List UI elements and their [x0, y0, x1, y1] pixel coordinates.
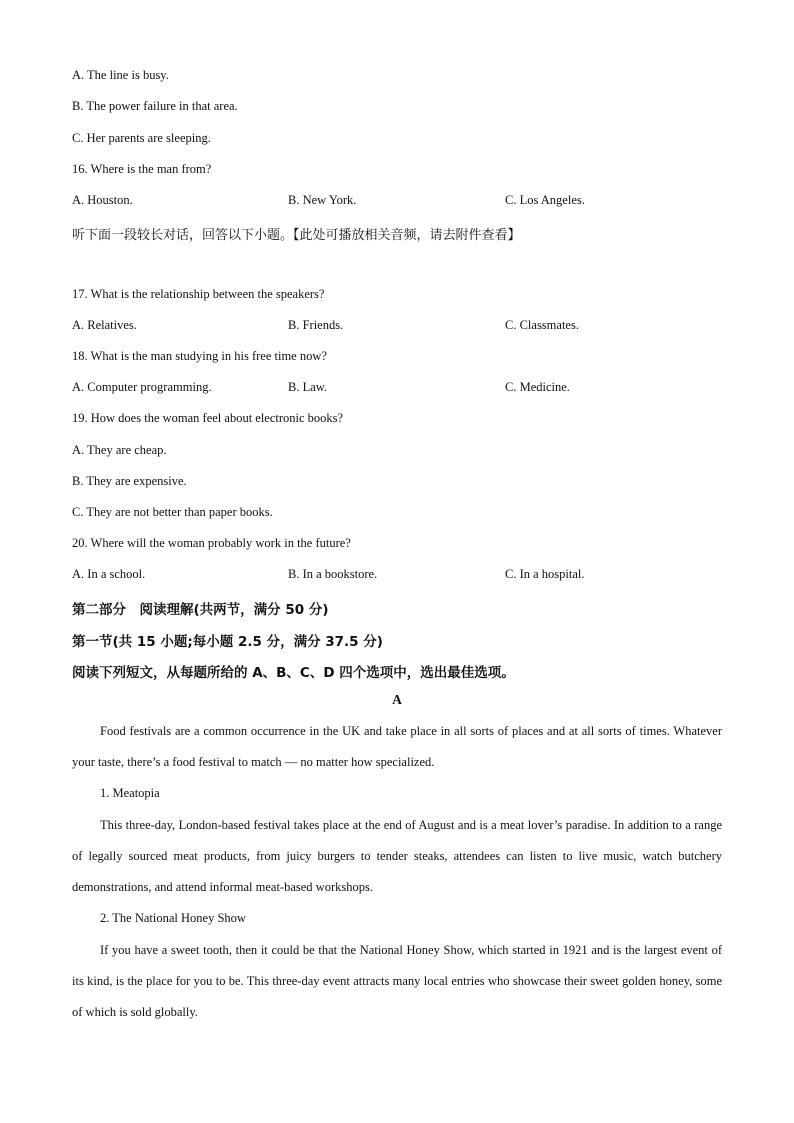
q17-question: 17. What is the relationship between the speakers?	[72, 287, 325, 301]
dialogue-instruction: 听下面一段较长对话，回答以下小题。【此处可播放相关音频，请去附件查看】	[72, 228, 521, 243]
q16-question: 16. Where is the man from?	[72, 162, 212, 176]
q18-option-b: B. Law.	[288, 380, 328, 394]
q15-option-b: B. The power failure in that area.	[72, 99, 238, 113]
item2-paragraph: If you have a sweet tooth, then it could be that the National Honey Show, which started in 1921 and is the largest event of its kind, is the place for you to be. This three-day event attracts many local entries who showcase their sweet golden honey, some of which is sold globally.	[72, 943, 722, 1020]
q18-option-c: C. Medicine.	[505, 380, 570, 394]
intro-paragraph: Food festivals are a common occurrence in the UK and take place in all sorts of places and at all sorts of times. Whatever your taste, there’s a food festival to match — no matter how specialized.	[72, 724, 722, 770]
q16-option-a: A. Houston.	[72, 193, 133, 207]
q19-question: 19. How does the woman feel about electronic books?	[72, 411, 344, 425]
q20-option-a: A. In a school.	[72, 567, 146, 581]
section1-heading: 第一节(共 15 小题;每小题 2.5 分，满分 37.5 分)	[72, 634, 383, 650]
q20-question: 20. Where will the woman probably work in the future?	[72, 536, 351, 550]
q19-option-b: B. They are expensive.	[72, 474, 187, 488]
q16-option-b: B. New York.	[288, 193, 357, 207]
q20-option-b: B. In a bookstore.	[288, 567, 378, 581]
item1-title: 1. Meatopia	[100, 786, 160, 800]
q19-option-a: A. They are cheap.	[72, 443, 167, 457]
q15-option-a: A. The line is busy.	[72, 68, 169, 82]
item2-title: 2. The National Honey Show	[100, 911, 246, 925]
q17-option-c: C. Classmates.	[505, 318, 579, 332]
q16-option-c: C. Los Angeles.	[505, 193, 585, 207]
part2-heading: 第二部分 阅读理解(共两节，满分 50 分)	[72, 602, 329, 618]
q19-option-c: C. They are not better than paper books.	[72, 505, 273, 519]
q20-option-c: C. In a hospital.	[505, 567, 585, 581]
item1-paragraph: This three-day, London-based festival takes place at the end of August and is a meat lover’s paradise. In addition to a range of legally sourced meat products, from juicy burgers to tender steaks, attendees can listen to live music, watch butchery demonstrations, and attend informal meat-based workshops.	[72, 818, 722, 895]
passage-label: A	[392, 692, 402, 707]
q15-option-c: C. Her parents are sleeping.	[72, 131, 211, 145]
q18-question: 18. What is the man studying in his free time now?	[72, 349, 327, 363]
q17-option-b: B. Friends.	[288, 318, 344, 332]
reading-instruction: 阅读下列短文，从每题所给的 A、B、C、D 四个选项中，选出最佳选项。	[72, 665, 515, 681]
q18-option-a: A. Computer programming.	[72, 380, 212, 394]
q17-option-a: A. Relatives.	[72, 318, 137, 332]
